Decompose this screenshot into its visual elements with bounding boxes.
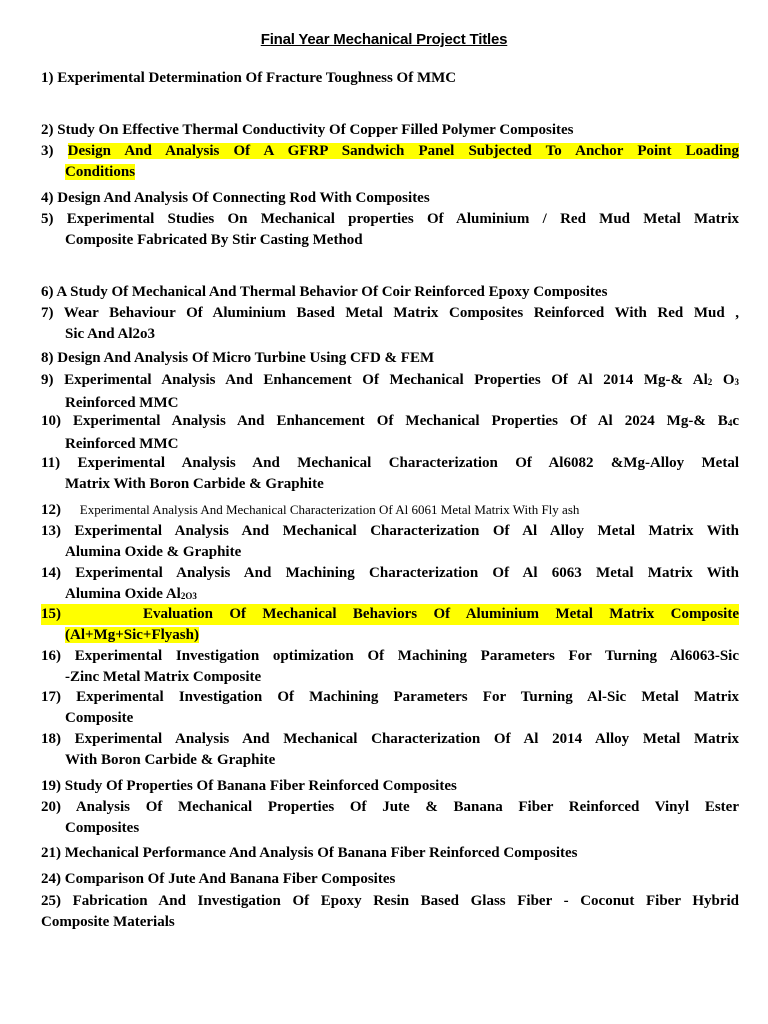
subscript: 4 xyxy=(727,418,733,428)
item-line xyxy=(41,499,739,521)
item-number: 15) xyxy=(41,606,61,622)
item-line xyxy=(41,411,739,434)
item-line: Alumina Oxide & Graphite xyxy=(65,544,242,560)
item-line: 14) Experimental Analysis And Machining Characterization Of Al 6063 Metal Matrix With xyxy=(41,565,739,581)
item-line xyxy=(41,141,739,162)
project-item-20 xyxy=(41,797,739,839)
item-line: -Zinc Metal Matrix Composite xyxy=(65,669,262,685)
item-line: 4) Design And Analysis Of Connecting Rod With Composites xyxy=(41,190,430,206)
highlighted-text: Evaluation Of Mechanical Behaviors Of Aluminium Metal Matrix Composite xyxy=(142,606,739,622)
item-line: 2) Study On Effective Thermal Conductivity Of Copper Filled Polymer Composites xyxy=(41,122,574,138)
item-line: 18) Experimental Analysis And Mechanical Characterization Of Al 2014 Alloy Metal Matrix xyxy=(41,731,739,747)
subscript: 3 xyxy=(734,377,739,387)
project-item-1 xyxy=(41,68,739,89)
page-title: Final Year Mechanical Project Titles xyxy=(260,31,508,48)
item-line: 13) Experimental Analysis And Mechanical Characterization Of Al Alloy Metal Matrix With xyxy=(41,523,739,539)
item-number: 3) xyxy=(41,143,54,159)
project-item-24 xyxy=(41,869,739,890)
item-number: 12) xyxy=(41,502,61,518)
project-item-14 xyxy=(41,563,739,607)
highlighted-text: Conditions xyxy=(65,164,136,180)
project-item-2 xyxy=(41,120,739,141)
item-text: Alumina Oxide Al xyxy=(65,586,181,602)
item-line xyxy=(41,625,739,646)
project-item-16 xyxy=(41,646,739,688)
item-line: 19) Study Of Properties Of Banana Fiber Reinforced Composites xyxy=(41,778,457,794)
item-line xyxy=(41,162,739,183)
project-item-25 xyxy=(41,891,739,933)
subscript: 2O3 xyxy=(180,591,197,601)
item-text: Experimental Analysis And Mechanical Characterization Of Al 6061 Metal Matrix With Fly ash xyxy=(79,502,580,517)
project-item-21 xyxy=(41,843,739,864)
item-text: O xyxy=(712,372,735,388)
item-text: 10) Experimental Analysis And Enhancement Of Mechanical Properties Of Al 2024 Mg-& B xyxy=(41,413,728,429)
project-item-18 xyxy=(41,729,739,771)
item-line: 16) Experimental Investigation optimization Of Machining Parameters For Turning Al6063-Sic xyxy=(41,648,739,664)
item-line: 21) Mechanical Performance And Analysis Of Banana Fiber Reinforced Composites xyxy=(41,845,578,861)
item-line: 11) Experimental Analysis And Mechanical Characterization Of Al6082 &Mg-Alloy Metal xyxy=(41,455,739,471)
item-line: 24) Comparison Of Jute And Banana Fiber Composites xyxy=(41,871,396,887)
item-line: 6) A Study Of Mechanical And Thermal Behavior Of Coir Reinforced Epoxy Composites xyxy=(41,284,608,300)
item-line xyxy=(41,370,739,393)
item-line: 20) Analysis Of Mechanical Properties Of Jute & Banana Fiber Reinforced Vinyl Ester xyxy=(41,799,739,815)
project-item-7 xyxy=(41,303,739,345)
item-line: 25) Fabrication And Investigation Of Epoxy Resin Based Glass Fiber - Coconut Fiber Hybrid xyxy=(41,893,739,909)
item-line: Reinforced MMC xyxy=(65,395,179,411)
project-item-8 xyxy=(41,348,739,369)
project-item-19 xyxy=(41,776,739,797)
project-item-4 xyxy=(41,188,739,209)
project-item-6 xyxy=(41,282,739,303)
project-item-13 xyxy=(41,521,739,563)
item-line: With Boron Carbide & Graphite xyxy=(65,752,276,768)
item-line: 5) Experimental Studies On Mechanical properties Of Aluminium / Red Mud Metal Matrix xyxy=(41,211,739,227)
highlighted-text: (Al+Mg+Sic+Flyash) xyxy=(65,627,199,643)
project-item-15 xyxy=(41,604,739,646)
item-text: c xyxy=(732,413,739,429)
project-item-9 xyxy=(41,370,739,414)
item-line: 8) Design And Analysis Of Micro Turbine Using CFD & FEM xyxy=(41,350,435,366)
item-line: 17) Experimental Investigation Of Machining Parameters For Turning Al-Sic Metal Matrix xyxy=(41,689,739,705)
item-line: Composite Materials xyxy=(41,914,175,930)
item-line: Composite xyxy=(65,710,134,726)
item-line: 1) Experimental Determination Of Fracture Toughness Of MMC xyxy=(41,70,457,86)
item-line xyxy=(41,604,739,625)
highlighted-text: Design And Analysis Of A GFRP Sandwich Panel Subjected To Anchor Point Loading xyxy=(67,143,739,159)
item-line: Matrix With Boron Carbide & Graphite xyxy=(65,476,324,492)
project-item-11 xyxy=(41,453,739,495)
project-item-10 xyxy=(41,411,739,455)
project-item-3 xyxy=(41,141,739,183)
item-line: 7) Wear Behaviour Of Aluminium Based Metal Matrix Composites Reinforced With Red Mud , xyxy=(41,305,739,321)
item-line: Composite Fabricated By Stir Casting Method xyxy=(65,232,363,248)
item-line: Composites xyxy=(65,820,140,836)
project-item-17 xyxy=(41,687,739,729)
item-text: 9) Experimental Analysis And Enhancement Of Mechanical Properties Of Al 2014 Mg-& Al xyxy=(41,372,708,388)
subscript: 2 xyxy=(707,377,713,387)
item-line: Reinforced MMC xyxy=(65,436,179,452)
project-item-12 xyxy=(41,499,739,521)
item-line: Sic And Al2o3 xyxy=(65,326,156,342)
project-item-5 xyxy=(41,209,739,251)
